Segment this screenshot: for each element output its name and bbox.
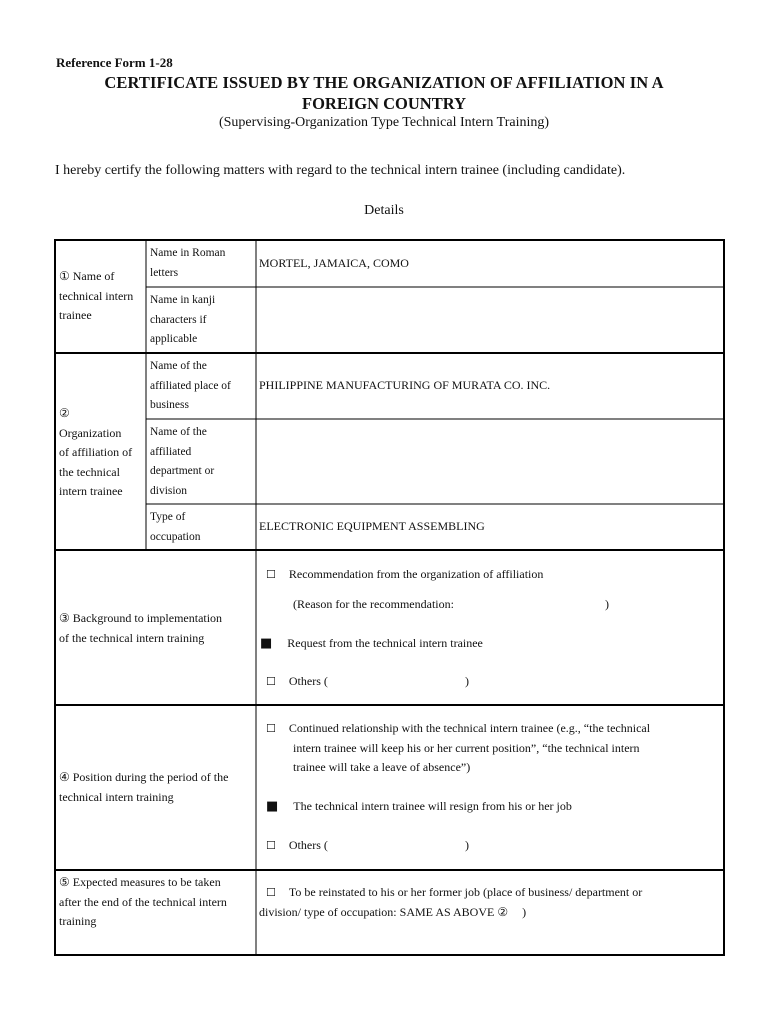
s3-reason-close: ) [605, 597, 609, 611]
occupation-value[interactable]: ELECTRONIC EQUIPMENT ASSEMBLING [259, 519, 485, 533]
place-of-business-label: Name of the affiliated place of business [150, 360, 231, 411]
certificate-subtitle: (Supervising-Organization Type Technical Intern Training) [218, 115, 550, 130]
s2-label: ② Organization of affiliation of the technical intern trainee [59, 406, 133, 498]
details-heading: Details [364, 203, 404, 218]
roman-name-label: Name in Roman letters [150, 247, 226, 279]
certificate-title-line-2: FOREIGN COUNTRY [302, 94, 466, 113]
checked-box-icon[interactable]: ■ [266, 799, 279, 814]
department-label: Name of the affiliated department or division [150, 426, 215, 497]
s3-option-request[interactable]: ■ Request from the technical intern trainee [260, 636, 483, 651]
occupation-label: Type of occupation [150, 511, 201, 543]
s4-label: ④ Position during the period of the technical intern training [59, 770, 229, 804]
certification-statement: I hereby certify the following matters with regard to the technical intern trainee (including candidate). [55, 163, 626, 178]
s4-option-continued[interactable]: ☐ Continued relationship with the technical intern trainee (e.g., “the technical [266, 721, 651, 735]
checked-box-icon[interactable]: ■ [260, 636, 273, 651]
place-of-business-value[interactable]: PHILIPPINE MANUFACTURING OF MURATA CO. INC. [259, 378, 551, 392]
unchecked-box-icon[interactable]: ☐ [266, 839, 276, 852]
s3-option-others[interactable]: ☐ Others ( [266, 674, 328, 688]
unchecked-box-icon[interactable]: ☐ [266, 722, 276, 735]
unchecked-box-icon[interactable]: ☐ [266, 675, 276, 688]
unchecked-box-icon[interactable]: ☐ [266, 886, 276, 899]
unchecked-box-icon[interactable]: ☐ [266, 568, 276, 581]
kanji-name-label: Name in kanji characters if applicable [150, 294, 216, 345]
certificate-title-line-1: CERTIFICATE ISSUED BY THE ORGANIZATION OF AFFILIATION IN A [104, 73, 664, 92]
s4-option-continued-line2: intern trainee will keep his or her current position”, “the technical intern [293, 741, 640, 755]
s5-option-reinstated-line2: division/ type of occupation: SAME AS ABOVE ② ) [259, 905, 527, 919]
s4-option-continued-line3: trainee will take a leave of absence”) [293, 760, 471, 774]
s3-others-close: ) [465, 674, 469, 688]
roman-name-value[interactable]: MORTEL, JAMAICA, COMO [259, 256, 409, 270]
s5-option-reinstated[interactable]: ☐ To be reinstated to his or her former job (place of business/ department or [266, 885, 643, 899]
s4-others-close: ) [465, 838, 469, 852]
s3-reason-line: (Reason for the recommendation: [293, 597, 454, 611]
s1-label: ① Name of technical intern trainee [59, 269, 134, 322]
s3-label: ③ Background to implementation of the technical intern training [59, 611, 223, 645]
s3-option-recommendation[interactable]: ☐ Recommendation from the organization of affiliation [266, 567, 544, 581]
s4-option-resign[interactable]: ■ The technical intern trainee will resign from his or her job [266, 799, 572, 814]
s4-option-others[interactable]: ☐ Others ( [266, 838, 328, 852]
s5-label: ⑤ Expected measures to be taken after the end of the technical intern training [59, 875, 227, 928]
reference-form-number: Reference Form 1-28 [56, 55, 173, 70]
